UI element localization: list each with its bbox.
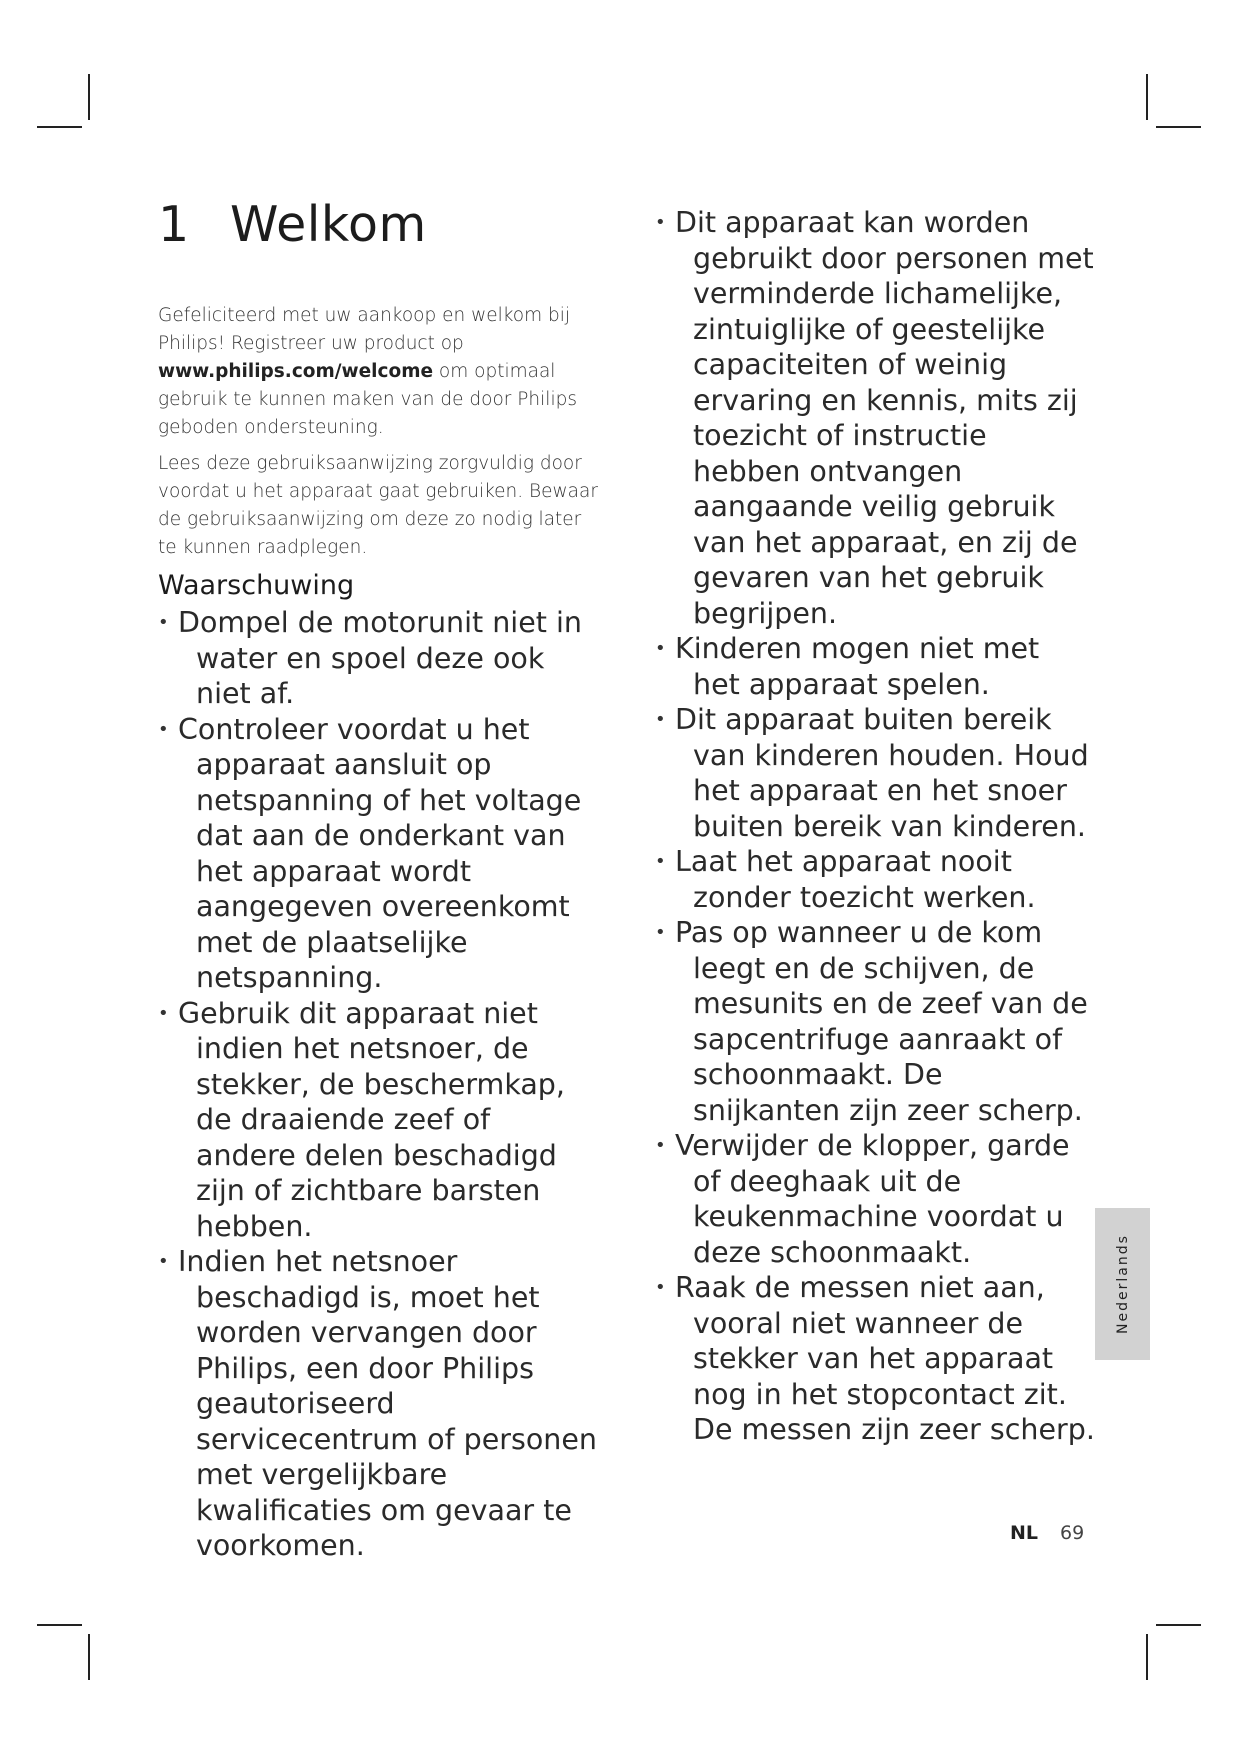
chapter-title: [158, 196, 427, 253]
list-item: [655, 915, 1095, 1128]
list-item-text: • Raak de messen niet aan, vooral niet wanneer de stekker van het apparaat nog in het stopcontact zit. De messen zijn zeer scherp.: [675, 1271, 1095, 1446]
intro-text: Gefeliciteerd met uw aankoop en welkom bij Philips! Registreer uw product op: [158, 305, 571, 354]
intro-paragraph-2: Lees deze gebruiksaanwijzing zorgvuldig door voordat u het apparaat gaat gebruiken. Bewaar de gebruiksaanwijzing om deze zo nodig later te kunnen raadplegen.: [158, 453, 598, 558]
crop-mark: [1146, 74, 1148, 120]
intro-text: om optimaal gebruik te kunnen maken van de door Philips geboden ondersteuning.: [158, 361, 577, 438]
list-item: [158, 996, 598, 1245]
list-item: [158, 1244, 598, 1564]
list-item: [655, 205, 1095, 631]
page-number: 69: [1060, 1522, 1085, 1544]
warning-heading: Waarschuwing: [158, 570, 355, 601]
crop-mark: [37, 1624, 82, 1626]
list-item: [655, 1270, 1095, 1448]
language-side-tab: [1095, 1208, 1150, 1360]
list-item-text: • Dompel de motorunit niet in water en spoel deze ook niet af.: [178, 606, 582, 710]
crop-mark: [1156, 1624, 1201, 1626]
list-item-text: • Indien het netsnoer beschadigd is, moet het worden vervangen door Philips, een door Philips geautoriseerd servicecentrum of personen met vergelijkbare kwalificaties om gevaar te voorkomen.: [178, 1245, 597, 1562]
crop-mark: [1156, 126, 1201, 128]
chapter-number: 1: [158, 196, 190, 253]
crop-mark: [37, 126, 82, 128]
philips-welcome-link[interactable]: www.philips.com/welcome: [158, 361, 434, 382]
list-item-text: • Kinderen mogen niet met het apparaat spelen.: [675, 632, 1040, 701]
list-item: [655, 631, 1095, 702]
language-tab-label: Nederlands: [1114, 1234, 1131, 1334]
list-item-text: • Verwijder de klopper, garde of deeghaak uit de keukenmachine voordat u deze schoonmaakt.: [675, 1129, 1070, 1269]
list-item: [655, 1128, 1095, 1270]
list-item-text: • Dit apparaat kan worden gebruikt door personen met verminderde lichamelijke, zintuiglijke of geestelijke capaciteiten of weinig ervaring en kennis, mits zij toezicht of instructie hebben ontvangen aangaande veilig gebruik van het apparaat, en zij de gevaren van het gebruik begrijpen.: [675, 206, 1094, 630]
left-column: [158, 302, 598, 1564]
warning-list-left: [158, 605, 598, 1564]
list-item: [655, 702, 1095, 844]
crop-mark: [88, 74, 90, 120]
list-item-text: • Pas op wanneer u de kom leegt en de schijven, de mesunits en de zeef van de sapcentrifuge aanraakt of schoonmaakt. De snijkanten zijn zeer scherp.: [675, 916, 1088, 1127]
warning-list-right: [655, 205, 1095, 1448]
crop-mark: [88, 1634, 90, 1680]
list-item-text: • Gebruik dit apparaat niet indien het netsnoer, de stekker, de beschermkap, de draaiende zeef of andere delen beschadigd zijn of zichtbare barsten hebben.: [178, 996, 565, 1243]
list-item-text: • Dit apparaat buiten bereik van kinderen houden. Houd het apparaat en het snoer buiten bereik van kinderen.: [675, 703, 1089, 843]
list-item: [655, 844, 1095, 915]
list-item: [158, 605, 598, 712]
crop-mark: [1146, 1634, 1148, 1680]
footer-language: NL: [1010, 1522, 1039, 1544]
right-column: [655, 205, 1095, 1448]
chapter-title-text: Welkom: [230, 196, 427, 253]
list-item: [158, 712, 598, 996]
page-footer: [1010, 1522, 1084, 1544]
list-item-text: • Controleer voordat u het apparaat aansluit op netspanning of het voltage dat aan de onderkant van het apparaat wordt aangegeven overeenkomt met de plaatselijke netspanning.: [178, 712, 582, 994]
list-item-text: • Laat het apparaat nooit zonder toezicht werken.: [675, 845, 1036, 914]
intro-paragraph-1: [158, 302, 598, 442]
